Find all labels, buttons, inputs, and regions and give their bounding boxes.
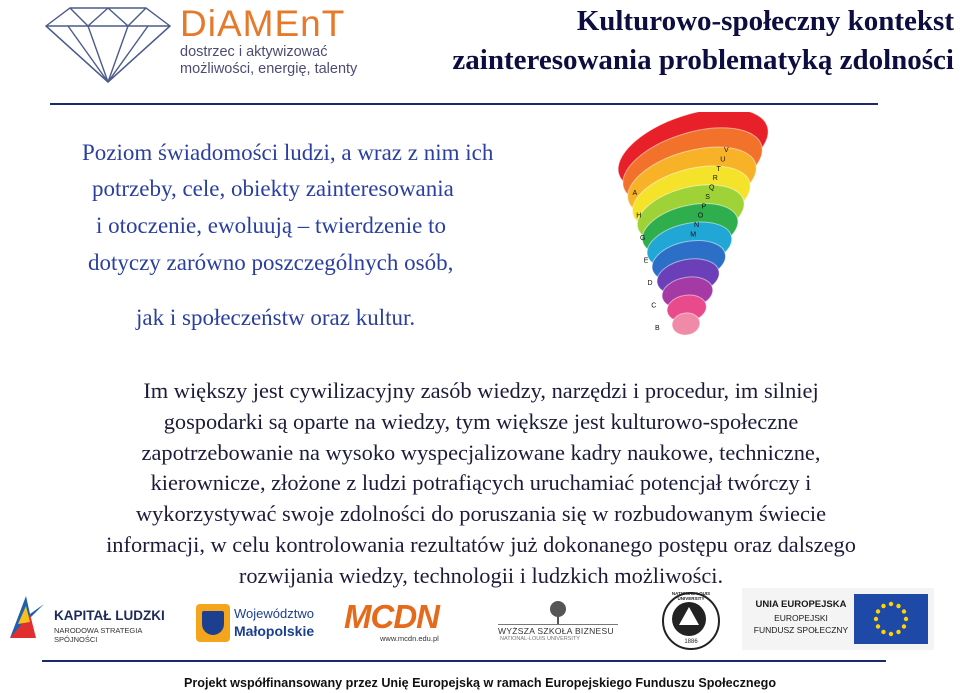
cone-letter-M: M: [690, 231, 697, 239]
spiral-cone-illustration: [604, 112, 804, 344]
cone-letter-V: V: [724, 147, 729, 154]
malopolska-line2: Małopolskie: [234, 623, 315, 639]
wsb-sub: NATIONAL-LOUIS UNIVERSITY: [500, 636, 580, 642]
intro-line-1: Poziom świadomości ludzi, a wraz z nim ich: [82, 140, 494, 165]
kapital-title: KAPITAŁ LUDZKI: [54, 608, 165, 623]
ue-line3: FUNDUSZ SPOŁECZNY: [753, 625, 849, 635]
brand-tagline-1: dostrzec i aktywizować: [180, 44, 328, 60]
title-line-2: zainteresowania problematyką zdolności: [452, 44, 954, 76]
intro-line-4: dotyczy zarówno poszczególnych osób,: [88, 250, 454, 275]
cone-letter-O: O: [697, 212, 704, 220]
cone-letter-U: U: [720, 156, 726, 164]
cone-letter-B: B: [655, 325, 660, 332]
nlu-seal-logo: [662, 592, 720, 650]
nlu-year: 1886: [684, 639, 698, 645]
intro-line-2: potrzeby, cele, obiekty zainteresowania: [92, 176, 454, 201]
cone-letter-S: S: [705, 193, 710, 201]
page-title: [354, 2, 954, 80]
cone-letter-G: G: [640, 235, 646, 242]
kapital-ludzki-icon: [6, 592, 48, 642]
malopolska-crest-icon: [196, 604, 230, 642]
eu-flag-icon: [854, 594, 928, 644]
intro-line-5: jak i społeczeństw oraz kultur.: [136, 305, 416, 330]
cone-letter-Q: Q: [709, 184, 715, 192]
body-line-6: informacji, w celu kontrolowania rezultatów już dokonanego postępu oraz dalszego: [106, 531, 856, 557]
body-line-4: kierownicze, złożone z ludzi potrafiących uruchamiać potencjał twórczy i: [150, 470, 812, 496]
mcdn-url: www.mcdn.edu.pl: [380, 634, 439, 643]
cone-letter-H: H: [636, 212, 642, 220]
cone-letter-R: R: [712, 175, 718, 183]
cone-letter-A: A: [632, 190, 638, 197]
footer-note: Projekt współfinansowany przez Unię Europejską w ramach Europejskiego Funduszu Społecznego: [183, 676, 777, 690]
malopolska-logo: [196, 604, 320, 644]
mcdn-name: MCDN: [344, 598, 439, 635]
body-paragraph: [40, 376, 922, 592]
ue-line2: EUROPEJSKI: [774, 613, 828, 623]
brand-wordmark: DiAMEnT: [180, 3, 346, 44]
body-line-3: zapotrzebowanie na wysoko wyspecjalizowane kadry naukowe, techniczne,: [141, 439, 821, 465]
nlu-ring-text: NATIONAL-LOUIS UNIVERSITY: [671, 591, 711, 601]
cone-letter-T: T: [716, 165, 721, 173]
wsb-name: WYŻSZA SZKOŁA BIZNESU: [498, 626, 614, 636]
wsb-logo: [494, 600, 622, 644]
ue-line1: UNIA EUROPEJSKA: [755, 599, 847, 610]
ue-efs-logo: [742, 588, 934, 650]
header-divider: [50, 103, 878, 105]
malopolska-line1: Województwo: [234, 606, 314, 621]
kapital-ludzki-logo: [6, 590, 186, 646]
body-line-2: gospodarki są oparte na wiedzy, tym większe jest kulturowo-społeczne: [163, 408, 799, 434]
intro-line-3: i otoczenie, ewoluują – twierdzenie to: [96, 213, 446, 238]
cone-letter-D: D: [647, 280, 653, 287]
cone-letter-E: E: [643, 257, 649, 265]
tree-icon: [548, 600, 568, 624]
brand-logo: [180, 4, 380, 78]
footer-divider: [42, 660, 886, 662]
diamond-logo-icon: [38, 4, 178, 86]
body-line-1: Im większy jest cywilizacyjny zasób wiedzy, narzędzi i procedur, im silniej: [143, 378, 819, 403]
cone-letter-C: C: [651, 302, 657, 310]
body-line-5: wykorzystywać swoje zdolności do poruszania się w rozbudowanym świecie: [135, 501, 827, 527]
brand-tagline-2: możliwości, energię, talenty: [180, 61, 358, 77]
kapital-subtitle: NARODOWA STRATEGIA SPÓJNOŚCI: [54, 626, 142, 644]
cone-letter-N: N: [694, 222, 700, 229]
title-line-1: Kulturowo-społeczny kontekst: [576, 5, 954, 37]
body-line-7: rozwijania wiedzy, technologii i ludzkich możliwości.: [238, 562, 724, 588]
mcdn-logo: [344, 598, 456, 646]
cone-letter-P: P: [701, 203, 707, 211]
